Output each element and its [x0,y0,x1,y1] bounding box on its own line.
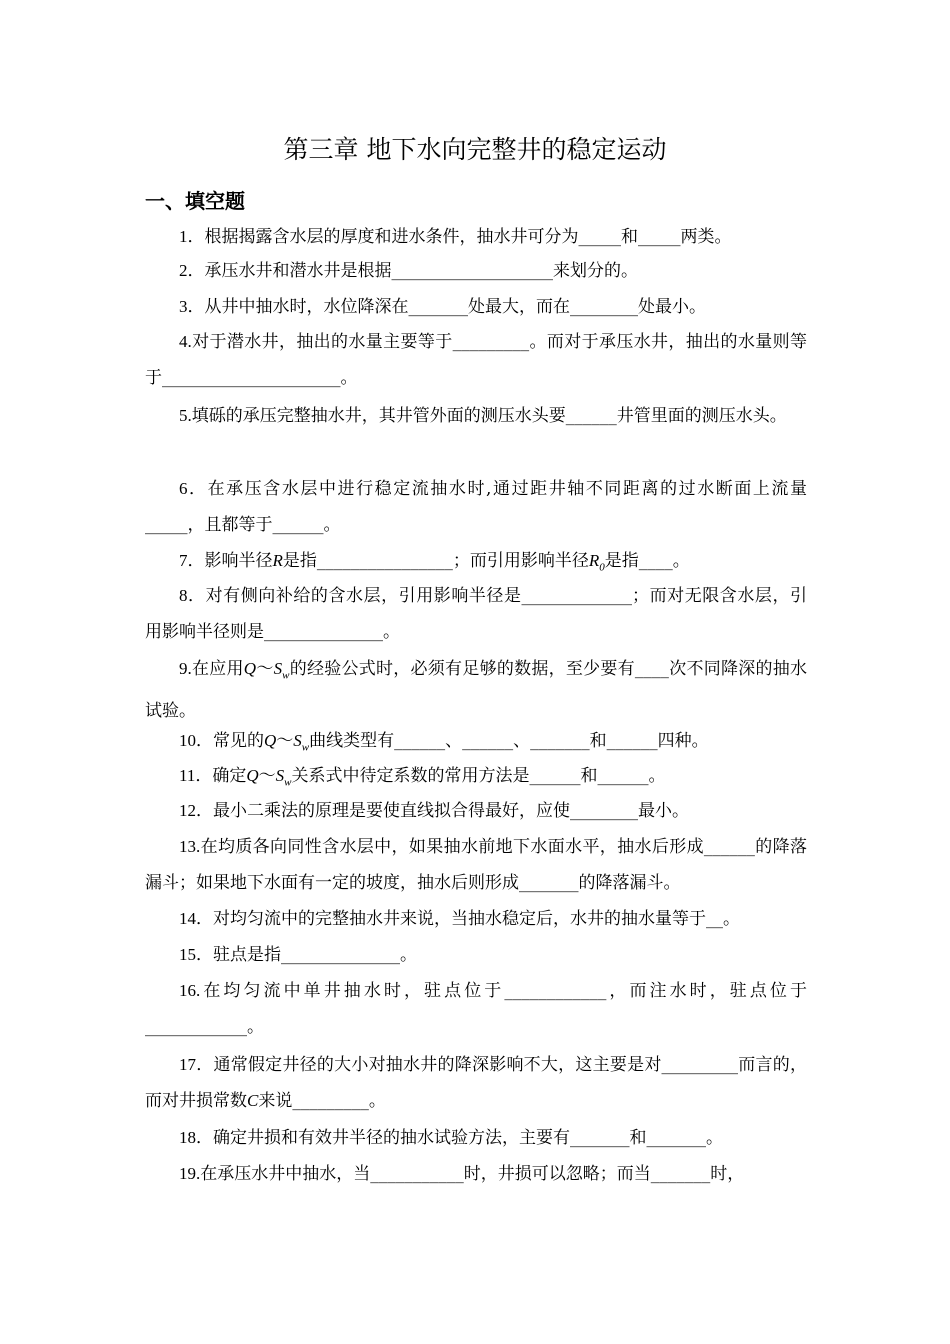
question-6: 6．在承压含水层中进行稳定流抽水时,通过距井轴不同距离的过水断面上流量_____，且都等于______。 [145,479,807,535]
question-11: 11．确定$Q\sim S_w$关系式中待定系数的常用方法是______和______。 [179,766,666,789]
question-12: 12．最小二乘法的原理是要使直线拟合得最好，应使________最小。 [179,801,689,821]
question-13: 13.在均质各向同性含水层中，如果抽水前地下水面水平，抽水后形成______的降落漏斗；如果地下水面有一定的坡度，抽水后则形成_______的降落漏斗。 [145,837,807,893]
question-9: 9.在应用$Q\sim S_w$的经验公式时，必须有足够的数据，至少要有____次不同降深的抽水试验。 [145,659,808,722]
chapter-title: 第三章 地下水向完整井的稳定运动 [283,135,667,164]
question-16: 16.在均匀流中单井抽水时，驻点位于____________，而注水时，驻点位于____________。 [145,981,807,1037]
question-5: 5.填砾的承压完整抽水井，其井管外面的测压水头要______井管里面的测压水头。 [179,406,787,426]
question-3: 3．从井中抽水时，水位降深在_______处最大，而在________处最小。 [179,297,706,317]
question-10: 10．常见的$Q\sim S_w$曲线类型有______、______、_______和______四种。 [179,731,709,754]
question-19: 19.在承压水井中抽水，当___________时，井损可以忽略；而当_______时， [179,1164,745,1184]
question-8: 8．对有侧向补给的含水层，引用影响半径是_____________；而对无限含水层，引用影响半径则是______________。 [145,586,808,642]
question-15: 15．驻点是指______________。 [179,945,417,965]
question-7: 7．影响半径R是指________________；而引用影响半径$R_0$是指____。 [179,551,690,574]
question-14: 14．对均匀流中的完整抽水井来说，当抽水稳定后，水井的抽水量等于__。 [179,909,740,929]
section-heading: 一、填空题 [145,189,245,213]
question-1: 1．根据揭露含水层的厚度和进水条件，抽水井可分为_____和_____两类。 [179,227,732,247]
question-18: 18．确定井损和有效井半径的抽水试验方法，主要有_______和_______。 [179,1128,723,1148]
question-17: 17．通常假定井径的大小对抽水井的降深影响不大，这主要是对_________而言的，而对井损常数C来说_________。 [145,1055,807,1111]
question-4: 4.对于潜水井，抽出的水量主要等于_________。而对于承压水井，抽出的水量则等于_____________________。 [145,332,807,388]
question-2: 2．承压水井和潜水井是根据___________________来划分的。 [179,261,638,281]
